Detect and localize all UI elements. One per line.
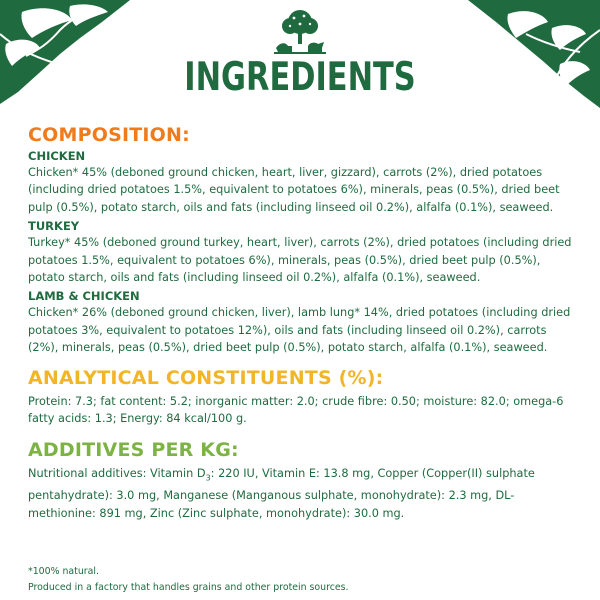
footnote-natural: *100% natural. xyxy=(28,566,99,577)
tree-with-animals-logo-icon xyxy=(270,8,330,56)
recipe-name: TURKEY xyxy=(28,219,80,234)
recipe-name: LAMB & CHICKEN xyxy=(28,289,140,304)
composition-heading: COMPOSITION: xyxy=(28,124,190,146)
recipe-chicken xyxy=(28,149,576,216)
header-banner xyxy=(0,0,600,112)
additives-values xyxy=(28,465,576,521)
page-title: INGREDIENTS xyxy=(184,55,416,100)
recipe-lamb-chicken xyxy=(28,289,576,356)
analytical-values: Protein: 7.3; fat content: 5.2; inorganic matter: 2.0; crude fibre: 0.50; moisture: 82.0; omega-6 fatty acids: 1.3; Energy: 84 kcal/100 g. xyxy=(28,394,564,426)
analytical-constituents-section xyxy=(28,367,576,428)
footnotes xyxy=(28,564,576,596)
recipe-ingredients: Chicken* 45% (deboned ground chicken, heart, liver, gizzard), carrots (2%), dried potatoes (including dried potatoes 1.5%, equivalent to potatoes 6%), minerals, peas (0.5%), dried beet pulp (0.5%), potato starch, oils and fats (including linseed oil 0.2%), alfalfa (0.1%), seaweed. xyxy=(28,166,560,214)
recipe-name: CHICKEN xyxy=(28,149,86,163)
recipe-ingredients: Turkey* 45% (deboned ground turkey, heart, liver), carrots (2%), dried potatoes (including dried potatoes 1.5%, equivalent to potatoes 6%), minerals, peas (0.5%), dried beet pulp (0.5%), potato starch, oils and fats (including linseed oil 0.2%), alfalfa (0.1%), seaweed. xyxy=(28,236,572,285)
additives-text-start: Nutritional additives: Vitamin D xyxy=(28,467,206,481)
footnote-factory: Produced in a factory that handles grains and other protein sources. xyxy=(28,582,349,593)
additives-heading: ADDITIVES PER KG: xyxy=(28,439,239,462)
additives-subscript: 3 xyxy=(205,473,211,483)
ingredients-content xyxy=(28,124,576,522)
composition-section xyxy=(28,124,576,357)
additives-text-end: : 220 IU, Vitamin E: 13.8 mg, Copper (Copper(II) sulphate pentahydrate): 3.0 mg, Manganese (Manganous sulphate, monohydrate): 2.3 mg, DL-methionine: 891 mg, Zinc (Zinc sulphate, monohydrate): 30.0 mg. xyxy=(28,467,535,520)
additives-section xyxy=(28,439,576,521)
analytical-heading: ANALYTICAL CONSTITUENTS (%): xyxy=(28,366,384,389)
recipe-ingredients: Chicken* 26% (deboned ground chicken, liver), lamb lung* 14%, dried potatoes (including dried potatoes 3%, equivalent to potatoes 12%), oils and fats (including linseed oil 0.2%), carrots (2%), minerals, peas (0.5%), dried beet pulp (0.5%), potato starch, alfalfa (0.1%), seaweed. xyxy=(28,306,571,355)
recipe-turkey xyxy=(28,219,576,286)
